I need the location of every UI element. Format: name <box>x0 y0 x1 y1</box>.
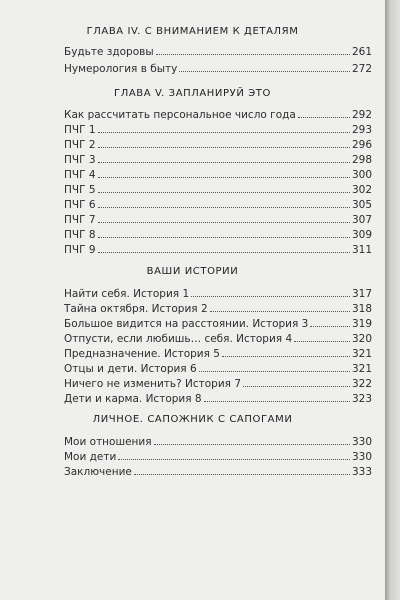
chapter-5-heading: ГЛАВА V. ЗАПЛАНИРУЙ ЭТО <box>114 88 271 99</box>
toc-leader-dots <box>98 244 350 253</box>
toc-entry <box>64 199 372 211</box>
toc-entry-page: 296 <box>351 139 372 151</box>
toc-entry-page: 305 <box>351 199 372 211</box>
toc-entry-title: Тайна октября. История 2 <box>64 303 208 315</box>
chapter-4-heading: ГЛАВА IV. С ВНИМАНИЕМ К ДЕТАЛЯМ <box>86 26 299 37</box>
toc-entry-page: 272 <box>351 63 372 75</box>
toc-entry-title: Дети и карма. История 8 <box>64 393 202 405</box>
toc-leader-dots <box>243 378 350 387</box>
toc-entry-page: 293 <box>351 124 372 136</box>
toc-entry-title: ПЧГ 5 <box>64 184 96 196</box>
toc-entry-title: Найти себя. История 1 <box>64 288 190 300</box>
toc-leader-dots <box>98 139 350 148</box>
toc-entry <box>64 229 372 241</box>
toc-entry <box>64 244 372 256</box>
toc-entry-page: 292 <box>351 109 372 121</box>
toc-entry-page: 330 <box>351 436 372 448</box>
toc-leader-dots <box>179 63 350 72</box>
toc-entry-title: Ничего не изменить? История 7 <box>64 378 242 390</box>
toc-leader-dots <box>98 154 350 163</box>
toc-entry-title: ПЧГ 6 <box>64 199 96 211</box>
toc-entry-page: 321 <box>351 348 372 360</box>
toc-entry-title: Мои дети <box>64 451 117 463</box>
toc-entry-title: Отпусти, если любишь… себя. История 4 <box>64 333 293 345</box>
toc-entry-title: Отцы и дети. История 6 <box>64 363 197 375</box>
toc-entry <box>64 139 372 151</box>
toc-entry-title: Большое видится на расстоянии. История 3 <box>64 318 309 330</box>
toc-entry <box>64 169 372 181</box>
toc-entry-page: 330 <box>351 451 372 463</box>
toc-entry-title: Будьте здоровы <box>64 46 154 58</box>
toc-entry-title: Нумерология в быту <box>64 63 178 75</box>
toc-leader-dots <box>98 169 350 178</box>
toc-entry-page: 321 <box>351 363 372 375</box>
toc-entry-page: 261 <box>351 46 372 58</box>
toc-leader-dots <box>310 318 350 327</box>
toc-entry <box>64 288 372 300</box>
toc-entry <box>64 63 372 75</box>
toc-leader-dots <box>294 333 350 342</box>
toc-entry <box>64 378 372 390</box>
toc-entry <box>64 318 372 330</box>
toc-entry <box>64 109 372 121</box>
toc-leader-dots <box>98 184 350 193</box>
chapter-4-toc <box>64 46 372 75</box>
personal-toc <box>64 436 372 478</box>
toc-leader-dots <box>98 229 350 238</box>
stories-heading: ВАШИ ИСТОРИИ <box>146 266 239 277</box>
toc-leader-dots <box>156 46 350 55</box>
toc-leader-dots <box>98 124 350 133</box>
toc-entry <box>64 303 372 315</box>
toc-leader-dots <box>199 363 350 372</box>
toc-entry <box>64 214 372 226</box>
toc-entry <box>64 436 372 448</box>
toc-entry-page: 323 <box>351 393 372 405</box>
toc-entry-page: 320 <box>351 333 372 345</box>
toc-entry-title: Предназначение. История 5 <box>64 348 220 360</box>
toc-entry-page: 319 <box>351 318 372 330</box>
page-edge <box>385 0 400 600</box>
toc-entry-page: 307 <box>351 214 372 226</box>
toc-leader-dots <box>210 303 350 312</box>
toc-leader-dots <box>222 348 350 357</box>
toc-entry-page: 318 <box>351 303 372 315</box>
toc-entry-page: 311 <box>351 244 372 256</box>
toc-entry <box>64 333 372 345</box>
toc-entry <box>64 451 372 463</box>
toc-entry-title: ПЧГ 4 <box>64 169 96 181</box>
chapter-5-toc <box>64 109 372 256</box>
toc-entry-title: Мои отношения <box>64 436 152 448</box>
toc-entry-title: ПЧГ 8 <box>64 229 96 241</box>
toc-entry-page: 300 <box>351 169 372 181</box>
toc-entry-title: ПЧГ 9 <box>64 244 96 256</box>
toc-entry-title: Как рассчитать персональное число года <box>64 109 296 121</box>
toc-entry <box>64 46 372 58</box>
toc-entry-title: ПЧГ 1 <box>64 124 96 136</box>
personal-heading: ЛИЧНОЕ. САПОЖНИК С САПОГАМИ <box>92 414 293 425</box>
toc-leader-dots <box>118 451 350 460</box>
toc-entry <box>64 363 372 375</box>
toc-leader-dots <box>204 393 350 402</box>
toc-leader-dots <box>154 436 350 445</box>
toc-entry-title: ПЧГ 7 <box>64 214 96 226</box>
toc-leader-dots <box>298 109 350 118</box>
stories-toc <box>64 288 372 405</box>
toc-entry-page: 322 <box>351 378 372 390</box>
toc-entry-title: ПЧГ 3 <box>64 154 96 166</box>
toc-entry <box>64 393 372 405</box>
toc-entry-title: Заключение <box>64 466 132 478</box>
toc-leader-dots <box>191 288 350 297</box>
toc-entry <box>64 466 372 478</box>
toc-entry <box>64 154 372 166</box>
toc-entry-page: 333 <box>351 466 372 478</box>
toc-leader-dots <box>134 466 350 475</box>
toc-leader-dots <box>98 214 350 223</box>
toc-entry-page: 298 <box>351 154 372 166</box>
toc-entry <box>64 124 372 136</box>
toc-entry-page: 309 <box>351 229 372 241</box>
toc-entry-page: 317 <box>351 288 372 300</box>
toc-entry <box>64 348 372 360</box>
toc-leader-dots <box>98 199 350 208</box>
toc-entry-title: ПЧГ 2 <box>64 139 96 151</box>
toc-entry-page: 302 <box>351 184 372 196</box>
toc-entry <box>64 184 372 196</box>
